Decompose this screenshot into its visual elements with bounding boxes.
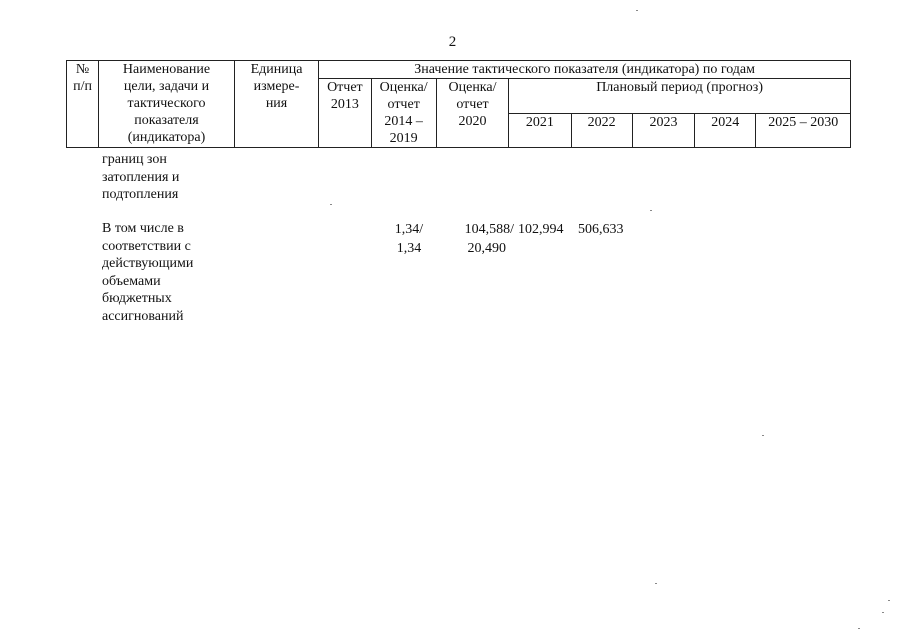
scan-speck xyxy=(330,204,332,205)
scan-speck xyxy=(650,210,652,211)
header-year-2023: 2023 xyxy=(632,113,694,148)
row2-name: В том числе в соответствии с действующими объемами бюджетных ассигнований xyxy=(102,221,194,324)
header-col-2014-2019: Оценка/ отчет 2014 – 2019 xyxy=(371,79,436,148)
header-plan-title: Плановый период (прогноз) xyxy=(509,79,851,114)
header-year-2024: 2024 xyxy=(695,113,756,148)
header-col-2020: Оценка/ отчет 2020 xyxy=(436,79,508,148)
row1-name: границ зон затопления и подтопления xyxy=(102,152,180,203)
scan-speck xyxy=(636,10,638,11)
page-number: 2 xyxy=(448,34,457,50)
row2-value-2022: 506,633 xyxy=(578,222,624,237)
scan-speck xyxy=(858,628,860,629)
header-col-number: № п/п xyxy=(67,61,99,148)
row2-value-2021: 102,994 xyxy=(518,222,564,237)
header-year-2025-2030: 2025 – 2030 xyxy=(756,113,851,148)
row2-value-2014-2019: 1,34/ 1,34 xyxy=(394,222,424,256)
header-col-unit: Единица измере- ния xyxy=(234,61,318,148)
indicator-table-header xyxy=(66,60,851,148)
header-col-name: Наименование цели, задачи и тактического показателя (индикатора) xyxy=(99,61,235,148)
header-year-2021: 2021 xyxy=(509,113,571,148)
scan-speck xyxy=(762,435,764,436)
scan-speck xyxy=(655,583,657,584)
header-year-2022: 2022 xyxy=(571,113,632,148)
header-group-title: Значение тактического показателя (индикатора) по годам xyxy=(319,61,851,79)
scan-speck xyxy=(882,612,884,613)
row2-value-2020: 104,588/ 20,490 xyxy=(464,222,514,256)
header-col-2013: Отчет 2013 xyxy=(319,79,371,148)
scan-speck xyxy=(888,600,890,601)
